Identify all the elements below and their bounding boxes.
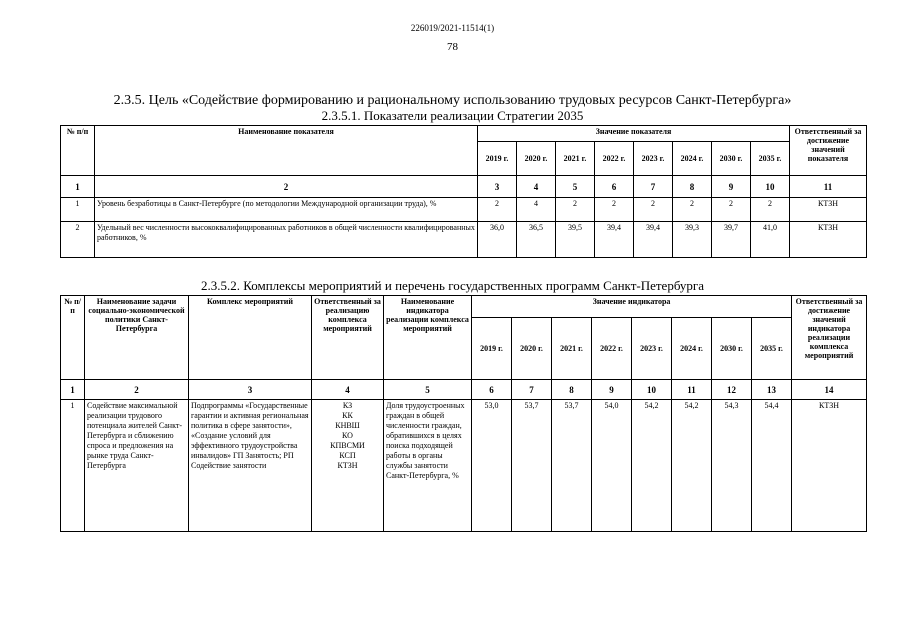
column-number: 7 bbox=[634, 176, 673, 198]
header-year: 2023 г. bbox=[632, 318, 672, 380]
responsible-cell: КТЗН bbox=[790, 222, 867, 258]
value-cell: 41,0 bbox=[751, 222, 790, 258]
table-row bbox=[61, 198, 867, 222]
value-cell: 4 bbox=[517, 198, 556, 222]
column-numbers-row bbox=[61, 176, 867, 198]
column-number: 3 bbox=[189, 380, 312, 400]
header-year: 2024 г. bbox=[673, 142, 712, 176]
responsible-implementation-list bbox=[312, 400, 384, 532]
column-number: 9 bbox=[592, 380, 632, 400]
row-num: 2 bbox=[61, 222, 95, 258]
header-year: 2020 г. bbox=[512, 318, 552, 380]
column-number: 10 bbox=[632, 380, 672, 400]
responsible-cell: КТЗН bbox=[792, 400, 867, 532]
column-number: 2 bbox=[85, 380, 189, 400]
header-value-group: Значение индикатора bbox=[472, 296, 792, 318]
indicator-name: Удельный вес численности высококвалифицированных работников в общей численности квалифицированных работников, % bbox=[95, 222, 478, 258]
header-year: 2030 г. bbox=[712, 318, 752, 380]
value-cell: 53,7 bbox=[552, 400, 592, 532]
header-responsible-implementation: Ответственный за реализацию комплекса мероприятий bbox=[312, 296, 384, 380]
value-cell: 39,7 bbox=[712, 222, 751, 258]
indicator-name: Уровень безработицы в Санкт-Петербурге (по методологии Международной организации труда), % bbox=[95, 198, 478, 222]
column-number: 1 bbox=[61, 380, 85, 400]
header-year: 2035 г. bbox=[751, 142, 790, 176]
column-number: 4 bbox=[312, 380, 384, 400]
programs-table bbox=[60, 295, 867, 532]
value-cell: 2 bbox=[712, 198, 751, 222]
value-cell: 54,2 bbox=[632, 400, 672, 532]
value-cell: 39,4 bbox=[595, 222, 634, 258]
header-num: № п/п bbox=[61, 126, 95, 176]
indicators-table bbox=[60, 125, 867, 258]
header-indicator-name: Наименование показателя bbox=[95, 126, 478, 176]
header-year: 2021 г. bbox=[552, 318, 592, 380]
responsible-item: КЗ bbox=[342, 401, 353, 410]
header-year: 2022 г. bbox=[592, 318, 632, 380]
task-name: Содействие максимальной реализации трудового потенциала жителей Санкт-Петербурга и сближению спроса и предложения на рынке труда Санкт-Петербурга bbox=[85, 400, 189, 532]
subsection-title-programs: 2.3.5.2. Комплексы мероприятий и перечень государственных программ Санкт-Петербурга bbox=[200, 278, 705, 293]
subsection-title-indicators: 2.3.5.1. Показатели реализации Стратегии 2035 bbox=[321, 108, 584, 123]
column-number: 11 bbox=[790, 176, 867, 198]
value-cell: 54,2 bbox=[672, 400, 712, 532]
column-number: 8 bbox=[552, 380, 592, 400]
column-number: 5 bbox=[556, 176, 595, 198]
header-year: 2023 г. bbox=[634, 142, 673, 176]
column-number: 6 bbox=[595, 176, 634, 198]
header-indicator: Наименование индикатора реализации комплекса мероприятий bbox=[384, 296, 472, 380]
header-year: 2019 г. bbox=[478, 142, 517, 176]
value-cell: 2 bbox=[478, 198, 517, 222]
column-number: 8 bbox=[673, 176, 712, 198]
value-cell: 2 bbox=[751, 198, 790, 222]
document-number: 226019/2021-11514(1) bbox=[410, 23, 495, 33]
column-numbers-row bbox=[61, 380, 867, 400]
column-number: 1 bbox=[61, 176, 95, 198]
header-responsible: Ответственный за достижение значений индикатора реализации комплекса мероприятий bbox=[792, 296, 867, 380]
column-number: 2 bbox=[95, 176, 478, 198]
header-responsible: Ответственный за достижение значений показателя bbox=[790, 126, 867, 176]
responsible-item: КПВСМИ bbox=[330, 441, 365, 450]
section-title: 2.3.5. Цель «Содействие формированию и рациональному использованию трудовых ресурсов Санкт-Петербурга» bbox=[113, 93, 792, 108]
header-complex: Комплекс мероприятий bbox=[189, 296, 312, 380]
responsible-item: КСП bbox=[339, 451, 356, 460]
indicator-name: Доля трудоустроенных граждан в общей численности граждан, обратившихся в целях поиска подходящей работы в органы службы занятости Санкт-Петербурга, % bbox=[384, 400, 472, 532]
value-cell: 36,0 bbox=[478, 222, 517, 258]
column-number: 5 bbox=[384, 380, 472, 400]
column-number: 11 bbox=[672, 380, 712, 400]
column-number: 3 bbox=[478, 176, 517, 198]
value-cell: 2 bbox=[673, 198, 712, 222]
header-year: 2019 г. bbox=[472, 318, 512, 380]
column-number: 7 bbox=[512, 380, 552, 400]
column-number: 13 bbox=[752, 380, 792, 400]
value-cell: 39,4 bbox=[634, 222, 673, 258]
value-cell: 54,4 bbox=[752, 400, 792, 532]
header-year: 2020 г. bbox=[517, 142, 556, 176]
page-number: 78 bbox=[447, 41, 458, 53]
table-row bbox=[61, 222, 867, 258]
responsible-item: КТЗН bbox=[337, 461, 358, 470]
header-year: 2024 г. bbox=[672, 318, 712, 380]
value-cell: 39,5 bbox=[556, 222, 595, 258]
row-num: 1 bbox=[61, 400, 85, 532]
table-row bbox=[61, 400, 867, 532]
header-task: Наименование задачи социально-экономической политики Санкт-Петербурга bbox=[85, 296, 189, 380]
column-number: 10 bbox=[751, 176, 790, 198]
header-year: 2035 г. bbox=[752, 318, 792, 380]
value-cell: 2 bbox=[556, 198, 595, 222]
column-number: 12 bbox=[712, 380, 752, 400]
responsible-item: КК bbox=[342, 411, 353, 420]
header-year: 2021 г. bbox=[556, 142, 595, 176]
responsible-item: КНВШ bbox=[335, 421, 360, 430]
complex-name: Подпрограммы «Государственные гарантии и активная региональная политика в сфере занятости», «Создание условий для эффективного трудоустройства инвалидов» ГП Занятость; РП Содействие занятости bbox=[189, 400, 312, 532]
responsible-cell: КТЗН bbox=[790, 198, 867, 222]
header-year: 2030 г. bbox=[712, 142, 751, 176]
value-cell: 54,0 bbox=[592, 400, 632, 532]
header-num: № п/п bbox=[61, 296, 85, 380]
value-cell: 53,0 bbox=[472, 400, 512, 532]
value-cell: 39,3 bbox=[673, 222, 712, 258]
column-number: 9 bbox=[712, 176, 751, 198]
value-cell: 54,3 bbox=[712, 400, 752, 532]
value-cell: 53,7 bbox=[512, 400, 552, 532]
column-number: 6 bbox=[472, 380, 512, 400]
value-cell: 2 bbox=[595, 198, 634, 222]
header-year: 2022 г. bbox=[595, 142, 634, 176]
value-cell: 36,5 bbox=[517, 222, 556, 258]
row-num: 1 bbox=[61, 198, 95, 222]
column-number: 4 bbox=[517, 176, 556, 198]
value-cell: 2 bbox=[634, 198, 673, 222]
column-number: 14 bbox=[792, 380, 867, 400]
responsible-item: КО bbox=[342, 431, 353, 440]
header-value-group: Значение показателя bbox=[478, 126, 790, 142]
